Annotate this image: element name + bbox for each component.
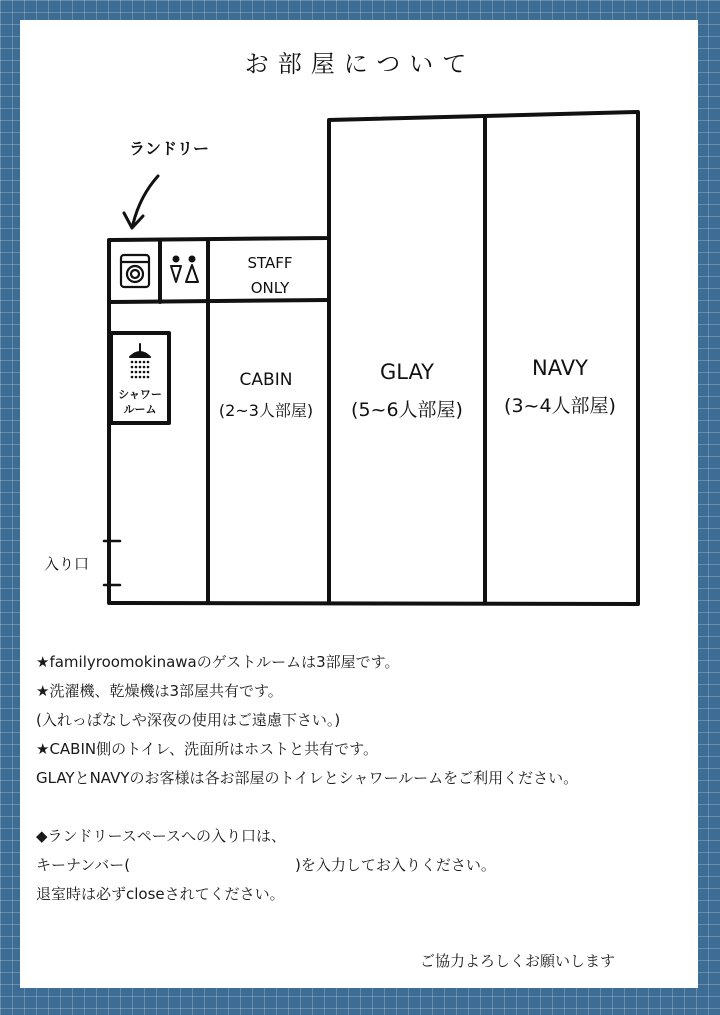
staff-label-line2: ONLY <box>250 279 290 297</box>
room-capacity-glay: (5~6人部屋) <box>351 399 463 421</box>
shower-label-line1: シャワー <box>118 388 162 401</box>
note-line-3: (入れっぱなしや深夜の使用はご遠慮下さい。) <box>36 711 341 729</box>
shower-label-line2: ルーム <box>123 403 157 416</box>
washing-machine-icon <box>121 255 149 287</box>
note-line-8: 退室時は必ずcloseされてください。 <box>36 885 285 903</box>
restroom-icon <box>171 257 198 283</box>
closing-message: ご協力よろしくお願いします <box>420 952 616 970</box>
entrance-label: 入り口 <box>44 555 90 573</box>
note-line-7: キーナンバー( )を入力してお入りください。 <box>36 856 496 874</box>
staff-label-line1: STAFF <box>247 254 293 272</box>
laundry-label: ランドリー <box>129 139 210 158</box>
note-line-4: ★CABIN側のトイレ、洗面所はホストと共有です。 <box>36 740 378 758</box>
note-line-2: ★洗濯機、乾燥機は3部屋共有です。 <box>36 682 283 700</box>
note-line-1: ★familyroomokinawaのゲストルームは3部屋です。 <box>36 653 400 671</box>
note-line-6: ◆ランドリースペースへの入り口は、 <box>36 827 287 845</box>
shower-room <box>111 333 169 423</box>
room-name-navy: NAVY <box>532 356 588 380</box>
arrow-icon <box>124 176 158 228</box>
notes-section <box>36 648 686 909</box>
room-name-glay: GLAY <box>379 360 435 384</box>
note-spacer <box>36 793 686 822</box>
note-line-5: GLAYとNAVYのお客様は各お部屋のトイレとシャワールームをご利用ください。 <box>36 769 579 787</box>
room-capacity-cabin: (2~3人部屋) <box>218 401 314 420</box>
room-capacity-navy: (3~4人部屋) <box>504 395 616 417</box>
shower-icon <box>130 344 150 378</box>
page-title: お部屋について <box>244 50 476 78</box>
room-name-cabin: CABIN <box>239 370 293 390</box>
